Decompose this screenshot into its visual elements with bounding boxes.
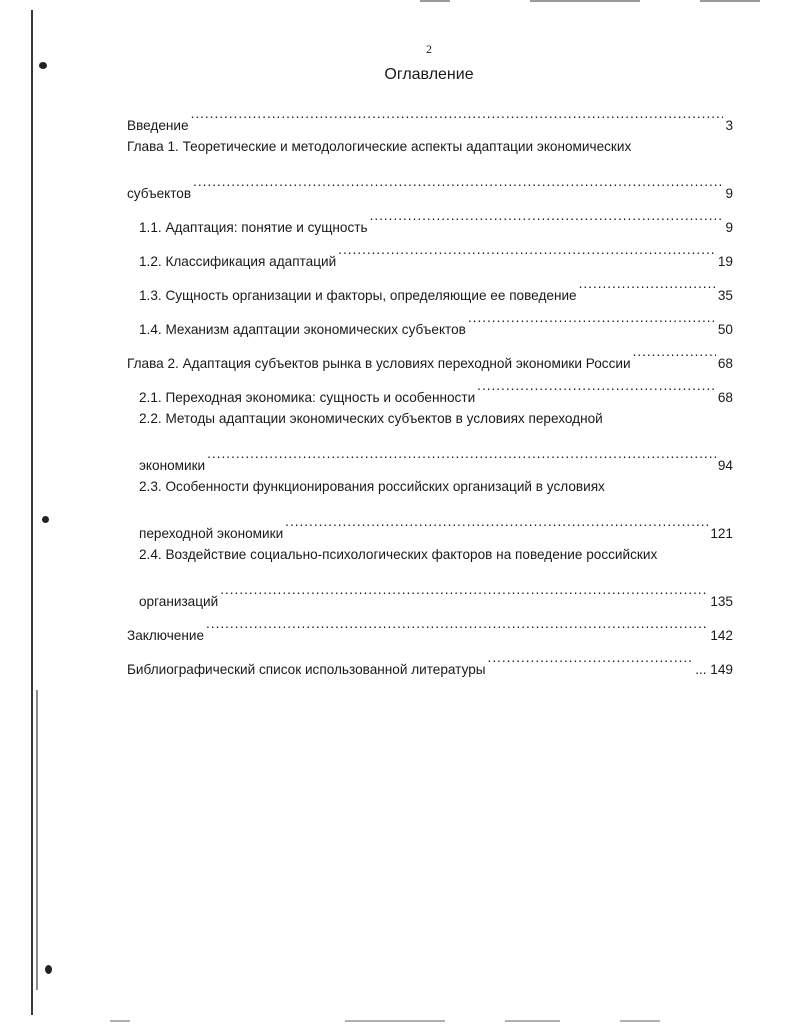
toc-entry-2-4[interactable] xyxy=(127,538,733,572)
toc-entry-label: субъектов xyxy=(127,186,192,201)
toc-leader-dots xyxy=(468,300,716,334)
toc-entry-label: Заключение xyxy=(127,628,205,643)
toc-entry-label: 1.3. Сущность организации и факторы, определяющие ее поведение xyxy=(139,288,577,303)
toc-entry-label: Введение xyxy=(127,118,189,133)
toc-entry-label: переходной экономики xyxy=(139,526,284,541)
toc-entry-page: 50 xyxy=(717,322,733,337)
toc-leader-dots xyxy=(488,640,694,674)
toc-entry-label: Глава 2. Адаптация субъектов рынка в условиях переходной экономики России xyxy=(127,356,631,371)
toc-entry-2-4-cont[interactable] xyxy=(127,572,733,609)
toc-leader-dots xyxy=(193,164,723,198)
scan-edge-line-secondary xyxy=(36,690,38,990)
toc-entry-label: 2.1. Переходная экономика: сущность и особенности xyxy=(139,390,476,405)
toc-entry-label: 1.4. Механизм адаптации экономических субъектов xyxy=(139,322,466,337)
toc-entry-page: 68 xyxy=(717,390,733,405)
toc-entry-chapter-1[interactable] xyxy=(127,130,733,164)
toc-entry-page: 121 xyxy=(710,526,733,541)
scan-dash xyxy=(110,1020,130,1022)
toc-leader-dots xyxy=(633,334,716,368)
scan-dash xyxy=(700,0,760,2)
toc-entry-page: 94 xyxy=(717,458,733,473)
toc-leader-dots xyxy=(206,606,708,640)
toc-entry-2-3[interactable] xyxy=(127,470,733,504)
toc-entry-page: 19 xyxy=(717,254,733,269)
scan-speck xyxy=(42,516,49,523)
toc-leader-dots xyxy=(477,368,716,402)
toc-leader-dots xyxy=(285,504,708,538)
toc-leader-dots xyxy=(207,436,716,470)
scan-dash xyxy=(420,0,450,2)
toc-entry-page: 9 xyxy=(725,220,733,235)
toc-entry-conclusion[interactable] xyxy=(127,606,733,643)
toc-entry-bibliography[interactable] xyxy=(127,640,733,677)
toc-entry-label: организаций xyxy=(139,594,219,609)
scan-dash xyxy=(530,0,640,2)
toc-leader-dots xyxy=(370,198,724,232)
table-of-contents xyxy=(127,96,733,677)
toc-entry-label: 1.1. Адаптация: понятие и сущность xyxy=(139,220,368,235)
toc-leader-dots xyxy=(579,266,716,300)
toc-entry-label: экономики xyxy=(139,458,206,473)
toc-entry-label: 2.3. Особенности функционирования российских организаций в условиях xyxy=(139,479,605,494)
toc-entry-page: 9 xyxy=(725,186,733,201)
toc-entry-intro[interactable] xyxy=(127,96,733,133)
toc-entry-2-2-cont[interactable] xyxy=(127,436,733,473)
scan-edge-line xyxy=(31,10,33,1015)
toc-entry-page: 68 xyxy=(717,356,733,371)
toc-entry-2-2[interactable] xyxy=(127,402,733,436)
toc-entry-label: 1.2. Классификация адаптаций xyxy=(139,254,337,269)
scan-dash xyxy=(620,1020,660,1022)
page-number: 2 xyxy=(426,42,432,56)
toc-entry-label: 2.4. Воздействие социально-психологических факторов на поведение российских xyxy=(139,547,658,562)
toc-leader-dots xyxy=(220,572,708,606)
toc-entry-page: 142 xyxy=(710,628,733,643)
toc-entry-label: 2.2. Методы адаптации экономических субъектов в условиях переходной xyxy=(139,411,603,426)
toc-entry-chapter-1-cont[interactable] xyxy=(127,164,733,201)
toc-entry-label: Глава 1. Теоретические и методологические аспекты адаптации экономических xyxy=(127,139,632,154)
toc-entry-page: ... 149 xyxy=(695,662,733,677)
toc-leader-dots xyxy=(338,232,716,266)
toc-entry-page: 35 xyxy=(717,288,733,303)
scan-dash xyxy=(505,1020,560,1022)
scan-speck xyxy=(45,965,52,974)
toc-entry-page: 3 xyxy=(725,118,733,133)
toc-title: Оглавление xyxy=(384,66,474,83)
toc-leader-dots xyxy=(191,96,724,130)
scan-dash xyxy=(345,1020,445,1022)
toc-entry-1-1[interactable] xyxy=(127,198,733,235)
toc-entry-label: Библиографический список использованной литературы xyxy=(127,662,486,677)
toc-entry-page: 135 xyxy=(710,594,733,609)
toc-entry-2-3-cont[interactable] xyxy=(127,504,733,541)
